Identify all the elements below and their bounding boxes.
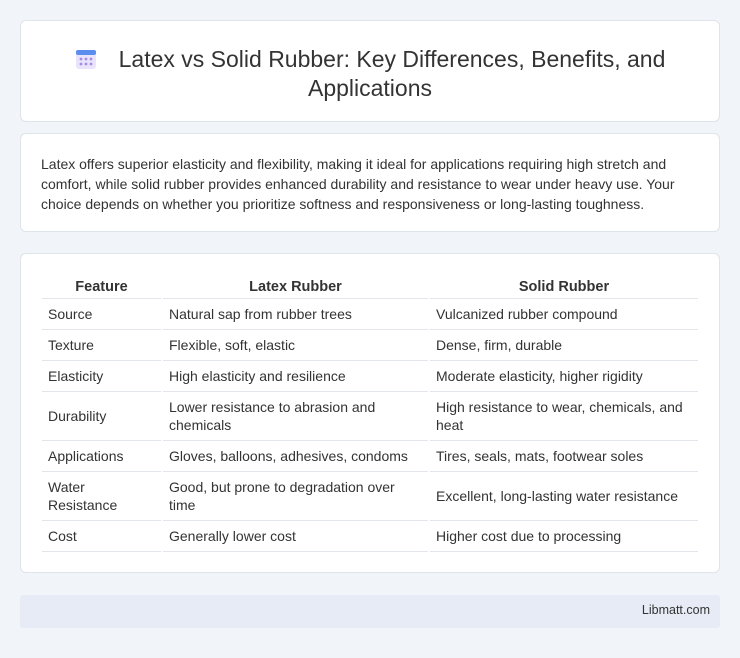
title-card [20,20,720,122]
latex-cell: Gloves, balloons, adhesives, condoms [162,440,429,471]
solid-cell: Dense, firm, durable [429,329,698,360]
comparison-table [42,272,698,552]
table-row [42,391,698,440]
page-title-wrap [21,45,719,103]
table-row [42,298,698,329]
feature-cell: Texture [42,329,162,360]
feature-cell: Water Resistance [42,471,162,520]
feature-cell: Elasticity [42,360,162,391]
solid-cell: Excellent, long-lasting water resistance [429,471,698,520]
table-header-row [42,272,698,298]
footer-bar [20,595,720,628]
solid-cell: Tires, seals, mats, footwear soles [429,440,698,471]
latex-cell: High elasticity and resilience [162,360,429,391]
solid-cell: Vulcanized rubber compound [429,298,698,329]
feature-cell: Source [42,298,162,329]
page-title: Latex vs Solid Rubber: Key Differences, Benefits, and Applications [118,46,666,101]
comparison-table-card [20,253,720,573]
table-row [42,440,698,471]
header-solid: Solid Rubber [429,272,698,298]
solid-cell: High resistance to wear, chemicals, and heat [429,391,698,440]
solid-cell: Higher cost due to processing [429,520,698,551]
feature-cell: Cost [42,520,162,551]
table-row [42,360,698,391]
header-latex: Latex Rubber [162,272,429,298]
summary-text: Latex offers superior elasticity and flexibility, making it ideal for applications requiring high stretch and comfort, while solid rubber provides enhanced durability and resistance to wear under heavy use. Your choice depends on whether you prioritize softness and responsiveness or long-lasting toughness. [41,156,675,212]
table-row [42,520,698,551]
latex-cell: Generally lower cost [162,520,429,551]
latex-cell: Natural sap from rubber trees [162,298,429,329]
feature-cell: Applications [42,440,162,471]
summary-card [20,133,720,232]
table-row [42,471,698,520]
calendar-grid-icon [75,48,97,70]
feature-cell: Durability [42,391,162,440]
latex-cell: Good, but prone to degradation over time [162,471,429,520]
latex-cell: Flexible, soft, elastic [162,329,429,360]
table-row [42,329,698,360]
footer-site-link[interactable]: Libmatt.com [641,603,710,617]
latex-cell: Lower resistance to abrasion and chemicals [162,391,429,440]
solid-cell: Moderate elasticity, higher rigidity [429,360,698,391]
header-feature: Feature [42,272,162,298]
